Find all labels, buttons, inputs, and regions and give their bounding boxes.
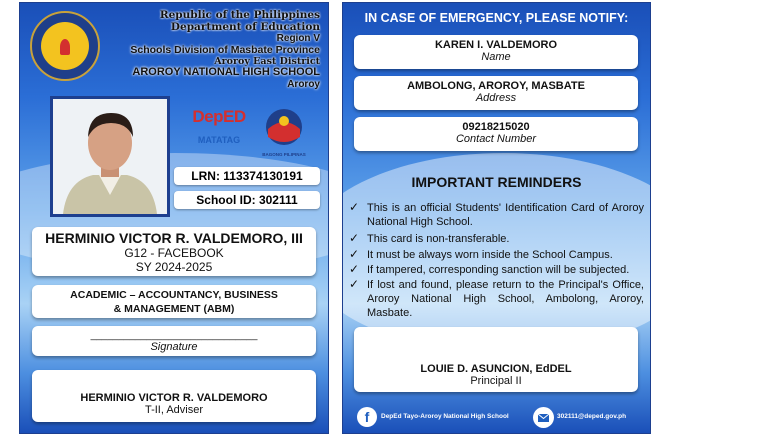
student-grade: G12 - FACEBOOK [124,246,224,260]
strand-text: ACADEMIC – ACCOUNTANCY, BUSINESS & MANAGEMENT (ABM) [70,289,278,315]
principal-name: LOUIE D. ASUNCION, EdDEL [420,363,572,375]
header-town: Aroroy [287,79,320,90]
contact-address-box [354,76,638,110]
strand-box [32,285,316,318]
contact-name-box [354,35,638,69]
contact-name-label: Name [481,51,511,63]
email-address: 302111@deped.gov.ph [557,413,627,420]
header-district: Aroroy East District [214,56,320,67]
facebook-page: DepEd Tayo-Aroroy National High School [381,413,509,420]
contact-name: KAREN I. VALDEMORO [434,39,558,51]
reminder-item: ✓ It must be always worn inside the School Campus. [349,247,613,261]
matatag-logo: MATATAG [197,135,241,145]
check-icon: ✓ [349,231,360,245]
check-icon: ✓ [349,262,360,276]
header-department: Department of Education [170,21,320,33]
facebook-icon: f [357,407,377,427]
reminders-title: IMPORTANT REMINDERS [411,174,582,190]
signature-label: Signature [150,341,198,353]
lrn-label: LRN: 113374130191 [174,167,320,185]
id-card-back [342,2,651,434]
check-icon: ✓ [349,277,360,291]
adviser-box [32,370,316,422]
student-photo [50,96,170,217]
adviser-name: HERMINIO VICTOR R. VALDEMORO [80,392,268,404]
deped-logo: DepED MATATAG [188,107,250,145]
header-region: Region V [276,33,320,44]
header-school-name: AROROY NATIONAL HIGH SCHOOL [132,66,320,78]
header-division: Schools Division of Masbate Province [130,44,320,56]
school-seal-logo [30,11,100,81]
student-name: HERMINIO VICTOR R. VALDEMORO, III [45,230,303,246]
check-icon: ✓ [349,200,360,214]
reminder-item: ✓ If tampered, corresponding sanction will be subjected. [349,262,630,276]
contact-number-label: Contact Number [455,133,537,145]
email-icon [533,407,554,428]
contact-number: 09218215020 [462,121,530,133]
school-year: SY 2024-2025 [135,260,213,274]
principal-box [354,327,638,392]
bagong-pilipinas-logo: BAGONG PILIPINAS [258,107,310,157]
signature-line: ______________________________ [90,330,258,341]
emergency-title: IN CASE OF EMERGENCY, PLEASE NOTIFY: [364,11,629,25]
adviser-title: T-II, Adviser [144,404,204,416]
contact-address: AMBOLONG, AROROY, MASBATE [407,80,585,92]
signature-box [32,326,316,356]
principal-title: Principal II [470,375,522,387]
check-icon: ✓ [349,247,360,261]
header-republic: Republic of the Philippines [159,9,320,21]
student-info-box [32,227,316,276]
school-id-label: School ID: 302111 [174,191,320,209]
contact-address-label: Address [475,92,517,104]
reminder-item: ✓ If lost and found, please return to the Principal's Office, Aroroy National High School, Ambolong, Aroroy, Masbate. [349,277,644,319]
id-card-front [19,2,329,434]
reminder-item: ✓ This is an official Students' Identification Card of Aroroy National High School. [349,200,644,228]
reminder-item: ✓ This card is non-transferable. [349,231,510,245]
contact-number-box [354,117,638,151]
